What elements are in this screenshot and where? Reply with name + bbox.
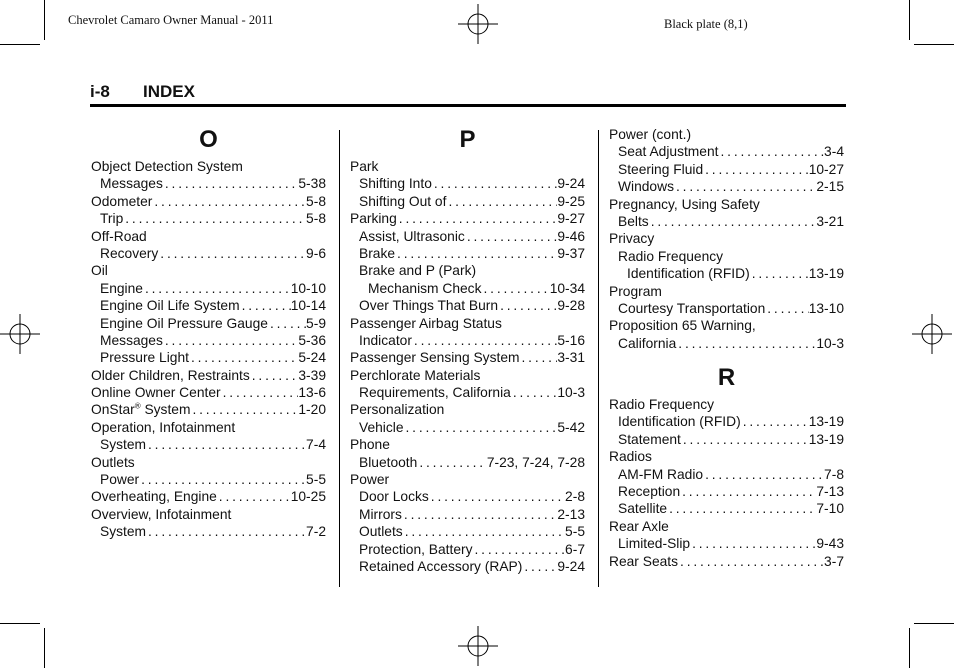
- entry-text: Protection, Battery: [359, 541, 473, 557]
- page-reference: 3-21: [816, 213, 844, 229]
- entry-text: Program: [609, 283, 662, 299]
- page-reference: 5-5: [306, 472, 326, 488]
- index-entry: [609, 196, 844, 213]
- page-reference: 9-27: [557, 211, 585, 227]
- entry-text: Older Children, Restraints: [91, 367, 250, 383]
- entry-text: Power: [350, 472, 390, 488]
- index-entry: [609, 500, 844, 517]
- page-reference: 9-46: [557, 228, 585, 244]
- crop-mark: [0, 623, 40, 624]
- dot-leader: [674, 178, 816, 195]
- entry-text: Proposition 65 Warning,: [609, 318, 756, 334]
- dot-leader: [446, 193, 557, 210]
- page-reference: 9-37: [557, 245, 585, 261]
- dot-leader: [163, 175, 298, 192]
- entry-text: Assist, Ultrasonic: [359, 228, 465, 244]
- dot-leader: [703, 466, 824, 483]
- index-entry: [350, 332, 585, 349]
- entry-text: Power (cont.): [609, 127, 692, 142]
- registration-mark-right: [912, 314, 952, 354]
- page-reference: 13-6: [298, 385, 326, 401]
- page-reference: 7-23, 7-24, 7-28: [486, 454, 585, 470]
- dot-leader: [221, 384, 299, 401]
- page-reference: 7-13: [816, 484, 844, 500]
- entry-text: Messages: [100, 332, 163, 348]
- page-reference: 5-42: [557, 419, 585, 435]
- page-bar: [90, 82, 846, 107]
- dot-leader: [465, 228, 558, 245]
- entry-text: Recovery: [100, 245, 159, 261]
- index-entry: [609, 230, 844, 247]
- registration-mark-left: [0, 314, 40, 354]
- entry-text: Messages: [100, 176, 163, 192]
- column-divider: [339, 130, 340, 587]
- entry-text: Engine Oil Life System: [100, 298, 240, 314]
- index-entry: [609, 300, 844, 317]
- entry-text: Passenger Airbag Status: [350, 315, 502, 331]
- page-reference: 10-34: [549, 280, 585, 296]
- entry-text: Limited-Slip: [618, 536, 691, 552]
- page-reference: 7-8: [824, 466, 844, 482]
- entry-text: Perchlorate Materials: [350, 367, 481, 383]
- dot-leader: [412, 332, 557, 349]
- dot-leader: [519, 349, 557, 366]
- entry-text: Retained Accessory (RAP): [359, 558, 523, 574]
- index-entry: [91, 245, 326, 262]
- index-entry: [609, 213, 844, 230]
- index-entry: [91, 280, 326, 297]
- entry-text: Personalization: [350, 402, 445, 418]
- page-number: i-8: [90, 82, 110, 101]
- section-letter: P: [459, 126, 476, 153]
- dot-leader: [703, 161, 809, 178]
- index-entry: [91, 262, 326, 279]
- entry-text: Pregnancy, Using Safety: [609, 196, 760, 212]
- index-entry: [609, 535, 844, 552]
- entry-text: Mechanism Check: [368, 280, 482, 296]
- page-reference: 5-9: [306, 315, 326, 331]
- index-entry: [91, 228, 326, 245]
- entry-text: OnStar® System: [91, 401, 191, 418]
- section-letter: O: [199, 126, 218, 153]
- index-entry: [609, 518, 844, 535]
- entry-text: Statement: [618, 431, 681, 447]
- page-reference: 6-7: [565, 541, 585, 557]
- registration-mark-top: [458, 4, 498, 44]
- page-reference: 5-5: [565, 524, 585, 540]
- index-entry: [350, 367, 585, 384]
- index-entry: [350, 315, 585, 332]
- dot-leader: [498, 297, 557, 314]
- index-entry: [350, 558, 585, 575]
- entry-text: Brake and P (Park): [359, 263, 477, 279]
- entry-text: Passenger Sensing System: [350, 350, 520, 366]
- index-entry: [91, 436, 326, 453]
- page-reference: 2-8: [565, 489, 585, 505]
- dot-leader: [432, 175, 558, 192]
- registration-mark-bottom: [458, 626, 498, 666]
- entry-text: Operation, Infotainment: [91, 419, 236, 435]
- entry-text: Belts: [618, 213, 649, 229]
- page-reference: 7-10: [816, 501, 844, 517]
- entry-text: Overview, Infotainment: [91, 506, 232, 522]
- index-column-3: [609, 126, 844, 570]
- entry-text: Pressure Light: [100, 350, 189, 366]
- index-entry: [91, 349, 326, 366]
- page-reference: 10-3: [816, 335, 844, 351]
- plate-label: Black plate (8,1): [664, 17, 748, 31]
- entry-text: Reception: [618, 484, 681, 500]
- index-entry: [350, 506, 585, 523]
- index-entry: [609, 283, 844, 300]
- index-column-1: [91, 126, 326, 541]
- dot-leader: [139, 471, 306, 488]
- index-entry: [350, 488, 585, 505]
- dot-leader: [404, 419, 558, 436]
- index-entry: [91, 506, 326, 523]
- entry-text: Mirrors: [359, 506, 402, 522]
- entry-text: Privacy: [609, 231, 655, 247]
- page-reference: 3-7: [824, 553, 844, 569]
- dot-leader: [190, 401, 298, 418]
- entry-text: System: [100, 437, 146, 453]
- index-entry: [350, 436, 585, 453]
- entry-text: Online Owner Center: [91, 385, 221, 401]
- dot-leader: [163, 332, 298, 349]
- index-entry: [350, 454, 585, 471]
- index-entry: [91, 454, 326, 471]
- dot-leader: [397, 210, 558, 227]
- index-entry: [350, 401, 585, 418]
- index-entry: [91, 315, 326, 332]
- entry-list: [350, 158, 585, 575]
- crop-mark: [909, 628, 910, 668]
- dot-leader: [522, 558, 557, 575]
- page-reference: 1-20: [298, 402, 326, 418]
- entry-text: Oil: [91, 263, 108, 279]
- page-reference: 9-24: [557, 558, 585, 574]
- entry-text: Trip: [100, 211, 124, 227]
- dot-leader: [417, 454, 487, 471]
- index-entry: [350, 210, 585, 227]
- page-reference: 2-15: [816, 179, 844, 195]
- crop-mark: [909, 0, 910, 40]
- index-entry: [350, 349, 585, 366]
- page-reference: 9-28: [557, 298, 585, 314]
- entry-text: Radio Frequency: [618, 248, 724, 264]
- dot-leader: [511, 384, 558, 401]
- index-entry: [91, 332, 326, 349]
- dot-leader: [473, 541, 566, 558]
- dot-leader: [402, 506, 557, 523]
- entry-text: Object Detection System: [91, 159, 243, 174]
- entry-list: [91, 158, 326, 541]
- dot-leader: [680, 483, 816, 500]
- page-reference: 2-13: [557, 506, 585, 522]
- page-reference: 5-36: [298, 332, 326, 348]
- index-entry: [350, 297, 585, 314]
- dot-leader: [240, 297, 291, 314]
- entry-text: Identification (RFID): [618, 414, 741, 430]
- dot-leader: [676, 335, 816, 352]
- entry-text: Courtesy Transportation: [618, 300, 766, 316]
- dot-leader: [395, 245, 557, 262]
- index-entry: [91, 210, 326, 227]
- page-reference: 13-19: [808, 431, 844, 447]
- entry-text: Phone: [350, 437, 390, 453]
- index-entry: [91, 175, 326, 192]
- dot-leader: [765, 300, 808, 317]
- entry-text: Identification (RFID): [627, 266, 750, 282]
- page-reference: 10-10: [290, 280, 326, 296]
- entry-text: Windows: [618, 179, 674, 195]
- entry-text: Radios: [609, 449, 652, 465]
- index-entry: [91, 471, 326, 488]
- index-entry: [350, 193, 585, 210]
- entry-text: Vehicle: [359, 419, 404, 435]
- crop-mark: [44, 628, 45, 668]
- dot-leader: [750, 265, 809, 282]
- index-entry: [609, 431, 844, 448]
- page-reference: 10-3: [557, 385, 585, 401]
- index-entry: [609, 448, 844, 465]
- index-entry: [350, 175, 585, 192]
- index-entry: [609, 466, 844, 483]
- page-reference: 10-25: [290, 489, 326, 505]
- index-entry: [91, 419, 326, 436]
- entry-text: AM-FM Radio: [618, 466, 704, 482]
- page-reference: 5-38: [298, 176, 326, 192]
- dot-leader: [718, 143, 824, 160]
- dot-leader: [667, 500, 816, 517]
- entry-text: System: [100, 524, 146, 540]
- entry-list: [609, 396, 844, 570]
- entry-text: Outlets: [359, 524, 403, 540]
- entry-text: Requirements, California: [359, 385, 511, 401]
- dot-leader: [146, 523, 306, 540]
- dot-leader: [429, 488, 565, 505]
- entry-text: Odometer: [91, 193, 153, 209]
- page-reference: 7-4: [306, 437, 326, 453]
- entry-text: Overheating, Engine: [91, 489, 217, 505]
- entry-text: Indicator: [359, 332, 412, 348]
- dot-leader: [268, 315, 306, 332]
- dot-leader: [146, 436, 306, 453]
- crop-mark: [0, 44, 40, 45]
- page-reference: 3-39: [298, 367, 326, 383]
- dot-leader: [189, 349, 298, 366]
- index-entry: [609, 396, 844, 413]
- entry-text: Rear Axle: [609, 518, 669, 534]
- page-reference: 3-4: [824, 144, 844, 160]
- entry-text: Bluetooth: [359, 454, 418, 470]
- page-reference: 7-2: [306, 524, 326, 540]
- page-reference: 13-19: [808, 266, 844, 282]
- entry-text: Power: [100, 472, 140, 488]
- index-entry: [91, 193, 326, 210]
- entry-text: Rear Seats: [609, 553, 679, 569]
- page-reference: 10-14: [290, 298, 326, 314]
- dot-leader: [741, 413, 809, 430]
- page-reference: 3-31: [557, 350, 585, 366]
- entry-text: Radio Frequency: [609, 397, 715, 413]
- index-entry: [350, 471, 585, 488]
- entry-text: Brake: [359, 245, 396, 261]
- dot-leader: [123, 210, 306, 227]
- page-title: INDEX: [143, 82, 195, 101]
- index-entry: [350, 280, 585, 297]
- page-reference: 9-6: [306, 245, 326, 261]
- entry-text: Door Locks: [359, 489, 429, 505]
- index-entry: [91, 297, 326, 314]
- dot-leader: [681, 431, 809, 448]
- index-entry: [350, 158, 585, 175]
- index-entry: [609, 143, 844, 160]
- dot-leader: [690, 535, 816, 552]
- index-entry: [609, 335, 844, 352]
- index-entry: [609, 161, 844, 178]
- page-reference: 5-24: [298, 350, 326, 366]
- dot-leader: [152, 193, 306, 210]
- index-entry: [350, 541, 585, 558]
- index-entry: [91, 367, 326, 384]
- index-entry: [609, 126, 844, 143]
- crop-mark: [44, 0, 45, 40]
- page-reference: 10-27: [808, 161, 844, 177]
- index-entry: [350, 523, 585, 540]
- index-entry: [609, 413, 844, 430]
- crop-mark: [914, 44, 954, 45]
- entry-text: Shifting Into: [359, 176, 432, 192]
- index-entry: [609, 317, 844, 334]
- entry-text: Satellite: [618, 501, 668, 517]
- dot-leader: [158, 245, 306, 262]
- entry-text: California: [618, 335, 677, 351]
- index-entry: [350, 228, 585, 245]
- index-entry: [609, 178, 844, 195]
- dot-leader: [403, 523, 565, 540]
- index-entry: [91, 158, 326, 175]
- index-entry: [91, 523, 326, 540]
- dot-leader: [143, 280, 291, 297]
- dot-leader: [481, 280, 549, 297]
- index-entry: [609, 553, 844, 570]
- page-reference: 5-8: [306, 211, 326, 227]
- entry-text: Shifting Out of: [359, 193, 447, 209]
- page-reference: 13-10: [808, 300, 844, 316]
- index-entry: [609, 248, 844, 265]
- dot-leader: [250, 367, 299, 384]
- index-entry: [350, 384, 585, 401]
- section-letter: R: [717, 364, 736, 392]
- index-entry: [350, 262, 585, 279]
- entry-text: Seat Adjustment: [618, 144, 719, 160]
- registered-mark: ®: [134, 401, 141, 411]
- index-entry: [609, 483, 844, 500]
- page-reference: 5-16: [557, 332, 585, 348]
- dot-leader: [649, 213, 817, 230]
- index-entry: [91, 384, 326, 401]
- page-reference: 13-19: [808, 414, 844, 430]
- index-entry: [91, 401, 326, 418]
- index-column-2: [350, 126, 585, 575]
- entry-text: Parking: [350, 211, 397, 227]
- index-entry: [609, 265, 844, 282]
- column-divider: [598, 130, 599, 587]
- dot-leader: [678, 553, 824, 570]
- entry-text: Engine Oil Pressure Gauge: [100, 315, 268, 331]
- entry-text: Engine: [100, 280, 143, 296]
- page-reference: 5-8: [306, 193, 326, 209]
- entry-text: Over Things That Burn: [359, 298, 499, 314]
- dot-leader: [217, 488, 291, 505]
- index-entry: [350, 245, 585, 262]
- index-entry: [350, 419, 585, 436]
- crop-mark: [914, 623, 954, 624]
- entry-text: Park: [350, 159, 379, 174]
- entry-text: Steering Fluid: [618, 161, 704, 177]
- entry-text: Off-Road: [91, 228, 147, 244]
- page-reference: 9-24: [557, 176, 585, 192]
- page-reference: 9-43: [816, 536, 844, 552]
- page-reference: 9-25: [557, 193, 585, 209]
- document-header-title: Chevrolet Camaro Owner Manual - 2011: [68, 13, 274, 27]
- index-entry: [91, 488, 326, 505]
- entry-text: Outlets: [91, 454, 135, 470]
- entry-list: [609, 126, 844, 352]
